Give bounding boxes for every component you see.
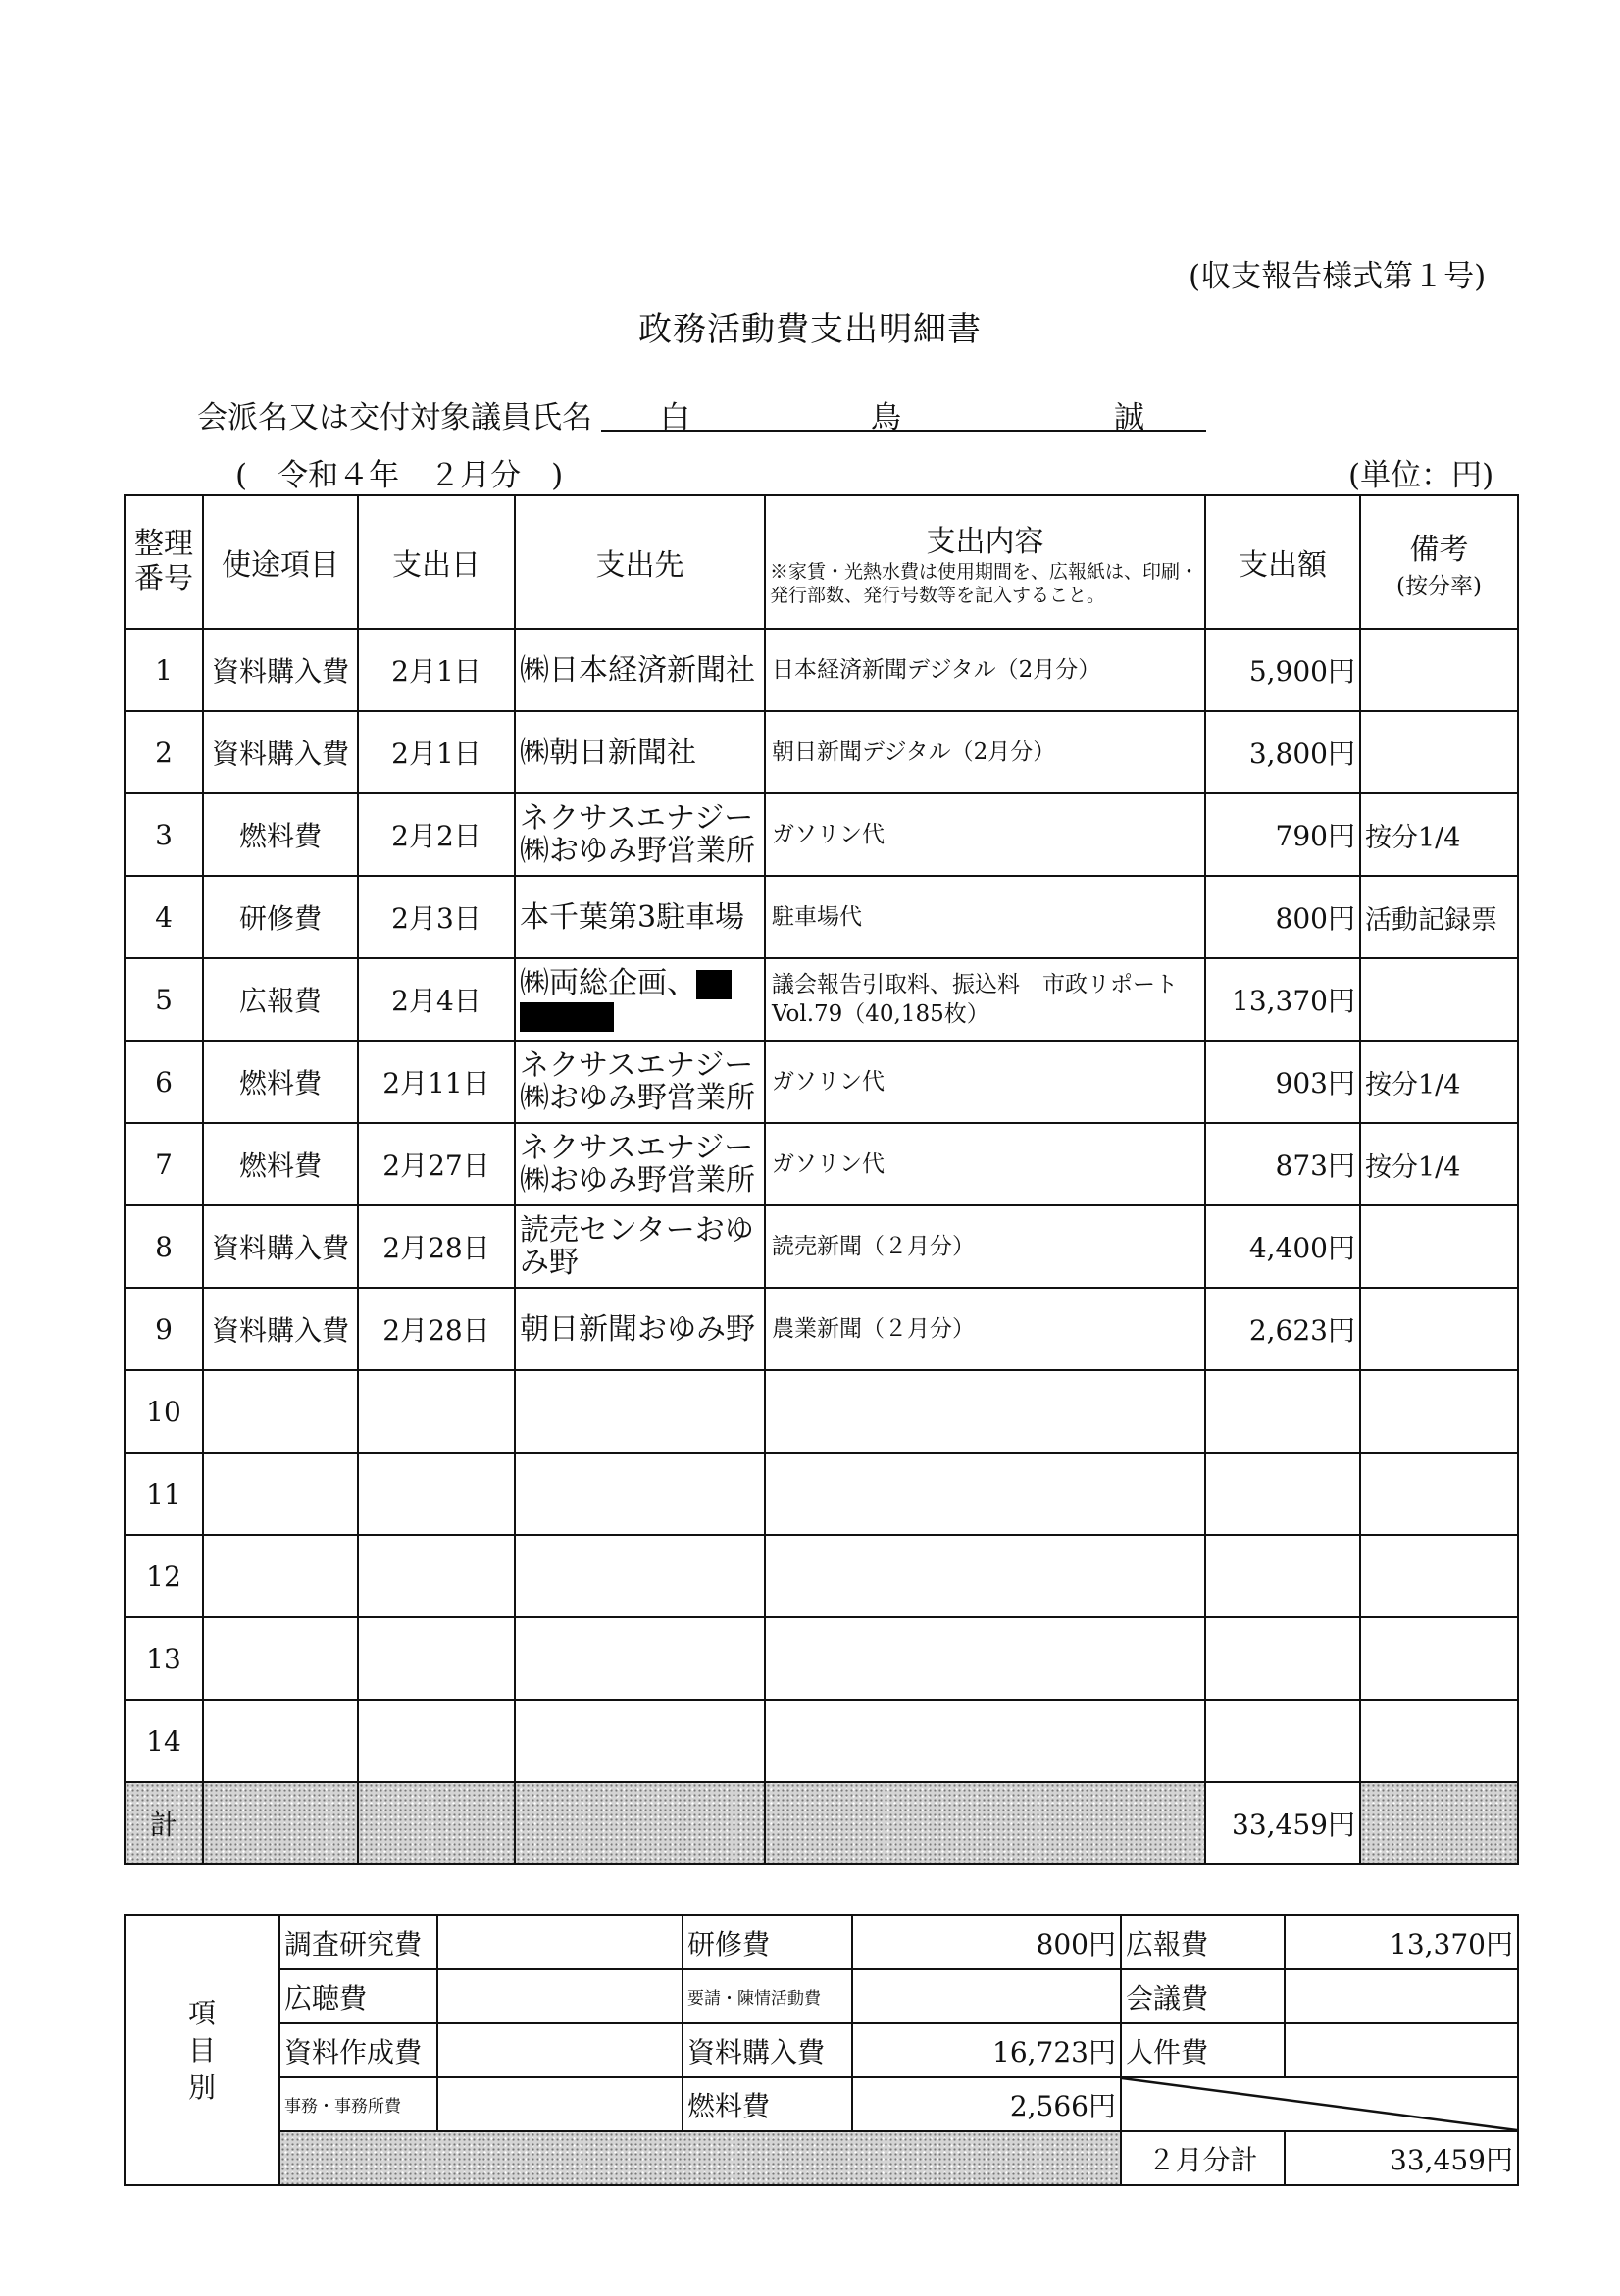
row-payee: 読売センターおゆみ野 (515, 1205, 765, 1288)
row-date: 2月1日 (358, 711, 515, 793)
document-title: 政務活動費支出明細書 (638, 310, 982, 349)
row-content: ガソリン代 (765, 793, 1205, 876)
summary-label: 事務・事務所費 (279, 2077, 437, 2131)
row-date: 2月2日 (358, 793, 515, 876)
form-number: (収支報告様式第１号) (1189, 259, 1487, 294)
row-payee (515, 1453, 765, 1535)
member-name-label: 会派名又は交付対象議員氏名 (197, 400, 592, 435)
row-no: 6 (125, 1041, 203, 1123)
row-date (358, 1535, 515, 1617)
row-amount: 2,623円 (1205, 1288, 1360, 1370)
shaded-cell (515, 1782, 765, 1864)
summary-value (1285, 1969, 1518, 2023)
month-total-label: ２月分計 (1121, 2131, 1285, 2185)
row-amount: 3,800円 (1205, 711, 1360, 793)
table-row (125, 1041, 1518, 1123)
summary-row (125, 2023, 1518, 2077)
header-amount: 支出額 (1205, 495, 1360, 629)
row-remarks: 按分1/4 (1360, 793, 1518, 876)
row-category (203, 1453, 358, 1535)
row-amount (1205, 1453, 1360, 1535)
row-amount (1205, 1700, 1360, 1782)
row-date (358, 1453, 515, 1535)
row-amount (1205, 1617, 1360, 1700)
row-category: 資料購入費 (203, 1288, 358, 1370)
category-summary-table (124, 1914, 1519, 2186)
row-category: 燃料費 (203, 1041, 358, 1123)
row-payee (515, 1535, 765, 1617)
summary-value: 2,566円 (852, 2077, 1121, 2131)
header-content-label: 支出内容 (926, 525, 1044, 559)
row-no: 5 (125, 958, 203, 1041)
row-no: 14 (125, 1700, 203, 1782)
redaction-block (520, 1002, 614, 1032)
table-row (125, 1453, 1518, 1535)
summary-label: 広聴費 (279, 1969, 437, 2023)
table-row (125, 1535, 1518, 1617)
row-payee: ㈱日本経済新聞社 (515, 629, 765, 711)
table-row (125, 629, 1518, 711)
summary-value (1285, 2023, 1518, 2077)
table-row (125, 1370, 1518, 1453)
row-remarks: 按分1/4 (1360, 1123, 1518, 1205)
table-row (125, 711, 1518, 793)
summary-row (125, 2077, 1518, 2131)
row-category: 燃料費 (203, 1123, 358, 1205)
row-category: 資料購入費 (203, 1205, 358, 1288)
row-no: 8 (125, 1205, 203, 1288)
summary-value (437, 1969, 683, 2023)
row-category (203, 1700, 358, 1782)
header-date: 支出日 (358, 495, 515, 629)
row-content (765, 1370, 1205, 1453)
row-amount: 4,400円 (1205, 1205, 1360, 1288)
row-remarks (1360, 629, 1518, 711)
row-no: 13 (125, 1617, 203, 1700)
unit-label: (単位：円) (1348, 458, 1494, 493)
table-row (125, 1205, 1518, 1288)
member-name-char: 鳥 (871, 400, 901, 435)
row-payee: ネクサスエナジー㈱おゆみ野営業所 (515, 1041, 765, 1123)
row-payee (515, 1617, 765, 1700)
shaded-cell (358, 1782, 515, 1864)
summary-row (125, 1969, 1518, 2023)
redaction-block (696, 970, 732, 999)
row-payee (515, 958, 765, 1041)
row-category (203, 1370, 358, 1453)
row-payee: ネクサスエナジー㈱おゆみ野営業所 (515, 793, 765, 876)
row-payee: ㈱朝日新聞社 (515, 711, 765, 793)
row-date: 2月3日 (358, 876, 515, 958)
row-amount (1205, 1535, 1360, 1617)
row-content (765, 1617, 1205, 1700)
row-content (765, 1535, 1205, 1617)
row-payee (515, 1700, 765, 1782)
row-payee: 本千葉第3駐車場 (515, 876, 765, 958)
row-date: 2月28日 (358, 1288, 515, 1370)
row-date: 2月27日 (358, 1123, 515, 1205)
row-payee (515, 1370, 765, 1453)
row-content: ガソリン代 (765, 1041, 1205, 1123)
shaded-cell (279, 2131, 1121, 2185)
table-row (125, 876, 1518, 958)
row-remarks (1360, 1370, 1518, 1453)
header-remarks-sub: (按分率) (1396, 573, 1482, 599)
summary-label: 調査研究費 (279, 1915, 437, 1969)
summary-value (437, 2023, 683, 2077)
row-remarks (1360, 1453, 1518, 1535)
row-category (203, 1535, 358, 1617)
total-label: 計 (125, 1782, 203, 1864)
row-category: 資料購入費 (203, 711, 358, 793)
table-row (125, 793, 1518, 876)
row-category: 資料購入費 (203, 629, 358, 711)
row-payee-text: ㈱両総企画、 (520, 966, 696, 1000)
row-content: 議会報告引取料、振込料 市政リポートVol.79（40,185枚） (765, 958, 1205, 1041)
summary-value (852, 1969, 1121, 2023)
total-row (125, 1782, 1518, 1864)
row-category: 広報費 (203, 958, 358, 1041)
summary-label: 資料作成費 (279, 2023, 437, 2077)
row-amount: 13,370円 (1205, 958, 1360, 1041)
summary-value: 13,370円 (1285, 1915, 1518, 1969)
row-content: 駐車場代 (765, 876, 1205, 958)
row-amount: 873円 (1205, 1123, 1360, 1205)
summary-value (437, 2077, 683, 2131)
row-amount (1205, 1370, 1360, 1453)
row-category: 研修費 (203, 876, 358, 958)
summary-value: 16,723円 (852, 2023, 1121, 2077)
row-content (765, 1453, 1205, 1535)
month-total-value: 33,459円 (1285, 2131, 1518, 2185)
summary-value: 800円 (852, 1915, 1121, 1969)
row-amount: 5,900円 (1205, 629, 1360, 711)
row-date: 2月1日 (358, 629, 515, 711)
header-no: 整理番号 (125, 495, 203, 629)
row-remarks: 按分1/4 (1360, 1041, 1518, 1123)
row-no: 3 (125, 793, 203, 876)
shaded-cell (765, 1782, 1205, 1864)
row-content: 農業新聞（２月分） (765, 1288, 1205, 1370)
total-amount: 33,459円 (1205, 1782, 1360, 1864)
row-no: 4 (125, 876, 203, 958)
row-no: 2 (125, 711, 203, 793)
row-no: 1 (125, 629, 203, 711)
summary-row (125, 1915, 1518, 1969)
row-content: 読売新聞（２月分） (765, 1205, 1205, 1288)
row-remarks (1360, 711, 1518, 793)
table-row (125, 1617, 1518, 1700)
summary-label: 会議費 (1121, 1969, 1285, 2023)
row-no: 9 (125, 1288, 203, 1370)
shaded-cell (203, 1782, 358, 1864)
header-category: 使途項目 (203, 495, 358, 629)
table-header-row (125, 495, 1518, 629)
row-date (358, 1700, 515, 1782)
row-date: 2月4日 (358, 958, 515, 1041)
shaded-cell (1360, 1782, 1518, 1864)
row-amount: 790円 (1205, 793, 1360, 876)
summary-label: 人件費 (1121, 2023, 1285, 2077)
summary-label: 燃料費 (683, 2077, 852, 2131)
row-remarks (1360, 1205, 1518, 1288)
header-remarks (1360, 495, 1518, 629)
row-category: 燃料費 (203, 793, 358, 876)
row-amount: 903円 (1205, 1041, 1360, 1123)
summary-side-label: 項目別 (125, 1915, 279, 2185)
row-content (765, 1700, 1205, 1782)
header-remarks-label: 備考 (1409, 532, 1469, 567)
table-row (125, 958, 1518, 1041)
struck-out-cell (1121, 2077, 1518, 2131)
row-payee: 朝日新聞おゆみ野 (515, 1288, 765, 1370)
row-no: 10 (125, 1370, 203, 1453)
row-remarks: 活動記録票 (1360, 876, 1518, 958)
row-date (358, 1617, 515, 1700)
header-content-note: ※家賃・光熱水費は使用期間を、広報紙は、印刷・発行部数、発行号数等を記入すること。 (770, 561, 1199, 606)
summary-label: 資料購入費 (683, 2023, 852, 2077)
row-content: 朝日新聞デジタル（2月分） (765, 711, 1205, 793)
row-remarks (1360, 1617, 1518, 1700)
reporting-period: ( 令和４年 ２月分 ) (235, 458, 564, 493)
table-row (125, 1700, 1518, 1782)
row-remarks (1360, 1288, 1518, 1370)
summary-label: 広報費 (1121, 1915, 1285, 1969)
row-category (203, 1617, 358, 1700)
table-row (125, 1123, 1518, 1205)
summary-total-row (125, 2131, 1518, 2185)
row-remarks (1360, 1535, 1518, 1617)
row-date: 2月28日 (358, 1205, 515, 1288)
member-name-char: 白 (660, 400, 690, 435)
row-content: ガソリン代 (765, 1123, 1205, 1205)
summary-label: 要請・陳情活動費 (683, 1969, 852, 2023)
row-content: 日本経済新聞デジタル（2月分） (765, 629, 1205, 711)
header-payee: 支出先 (515, 495, 765, 629)
row-date (358, 1370, 515, 1453)
row-no: 12 (125, 1535, 203, 1617)
row-remarks (1360, 958, 1518, 1041)
expense-detail-table (124, 494, 1519, 1865)
member-name-char: 誠 (1114, 400, 1144, 435)
row-no: 7 (125, 1123, 203, 1205)
row-date: 2月11日 (358, 1041, 515, 1123)
row-no: 11 (125, 1453, 203, 1535)
summary-label: 研修費 (683, 1915, 852, 1969)
row-payee: ネクサスエナジー㈱おゆみ野営業所 (515, 1123, 765, 1205)
summary-value (437, 1915, 683, 1969)
row-amount: 800円 (1205, 876, 1360, 958)
row-remarks (1360, 1700, 1518, 1782)
table-row (125, 1288, 1518, 1370)
header-content (765, 495, 1205, 629)
